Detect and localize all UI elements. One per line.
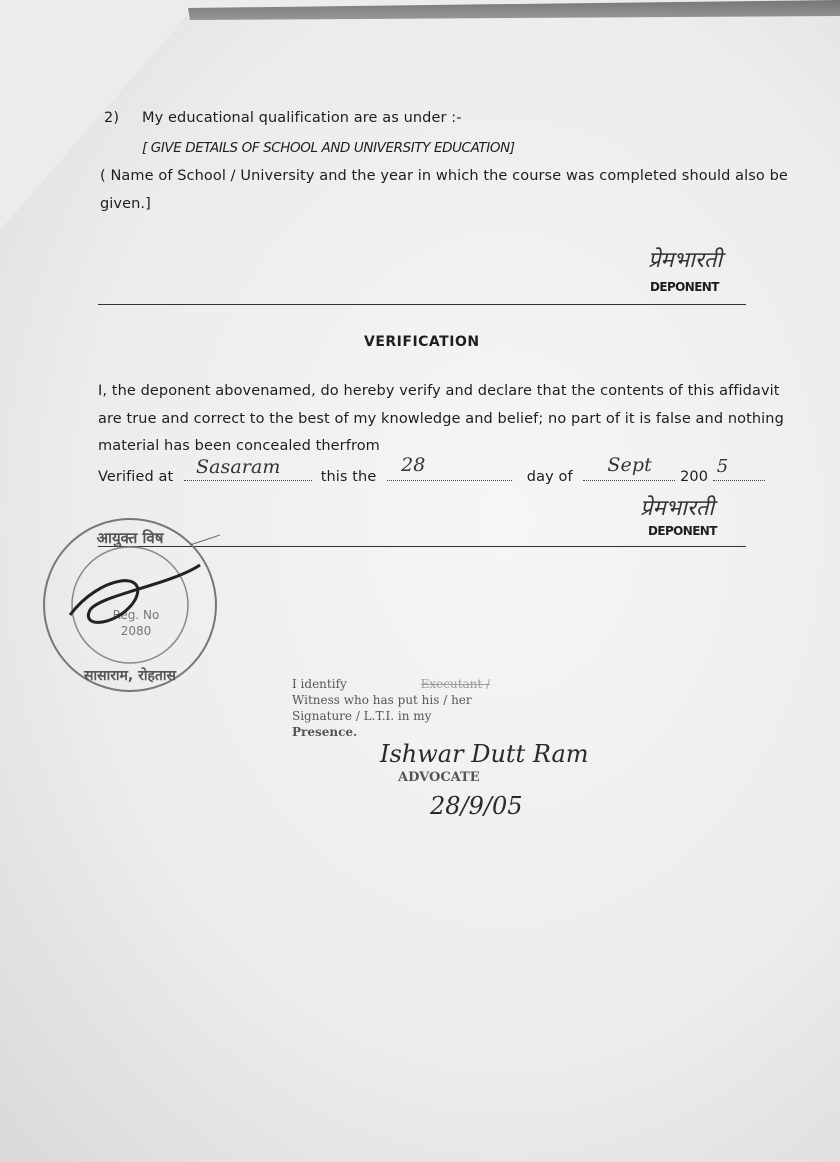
verified-at-label: Verified at (98, 469, 174, 485)
instruction-note-line1: ( Name of School / University and the year in which the course was completed should also be (100, 168, 788, 184)
stamp-text-mid2: 2080 (120, 624, 152, 638)
advocate-line1: I identify Executant / (292, 677, 491, 691)
stamp-text-mid1: Reg. No (112, 608, 160, 622)
this-the-label: this the (320, 469, 377, 485)
year-suffix: 5 (716, 456, 729, 477)
year-field (713, 456, 765, 481)
advocate-line4: Presence. (292, 725, 358, 739)
verified-at-field (184, 456, 312, 481)
verified-at-row (98, 454, 765, 485)
instruction-note-line2: given.] (100, 196, 151, 212)
day-field (387, 454, 512, 481)
month-field (583, 454, 675, 481)
month-value: Sept (607, 454, 652, 476)
notary-stamp (40, 515, 220, 695)
advocate-line2: Witness who has put his / her (292, 693, 472, 707)
item-marker: 2) (104, 110, 120, 126)
verification-line3: material has been concealed therfrom (98, 438, 380, 454)
day-of-label: day of (526, 469, 573, 485)
deponent-label-2: DEPONENT (648, 524, 717, 538)
stamp-text-bottom: सासाराम, रोहतास (84, 668, 176, 684)
year-prefix: 200 (680, 469, 709, 485)
deponent-signature-1: प्रेमभारती (648, 248, 723, 273)
verification-line2: are true and correct to the best of my knowledge and belief; no part of it is false and nothing (98, 411, 784, 427)
deponent-signature-2: प्रेमभारती (640, 496, 715, 521)
stamp-stroke (190, 525, 220, 545)
verification-line1: I, the deponent abovenamed, do hereby verify and declare that the contents of this affidavit (98, 383, 780, 399)
advocate-identification (292, 676, 490, 740)
day-value: 28 (401, 454, 426, 476)
advocate-label: ADVOCATE (398, 770, 480, 785)
advocate-line3: Signature / L.T.I. in my (292, 709, 432, 723)
advocate-date: 28/9/05 (430, 792, 523, 820)
advocate-signature: Ishwar Dutt Ram (380, 740, 589, 768)
qualification-statement: My educational qualification are as under :- (142, 110, 462, 126)
stamp-text-top: आयुक्त विष (96, 529, 164, 547)
verification-heading: VERIFICATION (364, 334, 480, 350)
deponent-label-1: DEPONENT (650, 280, 719, 294)
education-instruction: [ GIVE DETAILS OF SCHOOL AND UNIVERSITY EDUCATION] (142, 140, 515, 156)
verified-at-value: Sasaram (195, 456, 281, 478)
section-divider-1 (98, 304, 746, 305)
